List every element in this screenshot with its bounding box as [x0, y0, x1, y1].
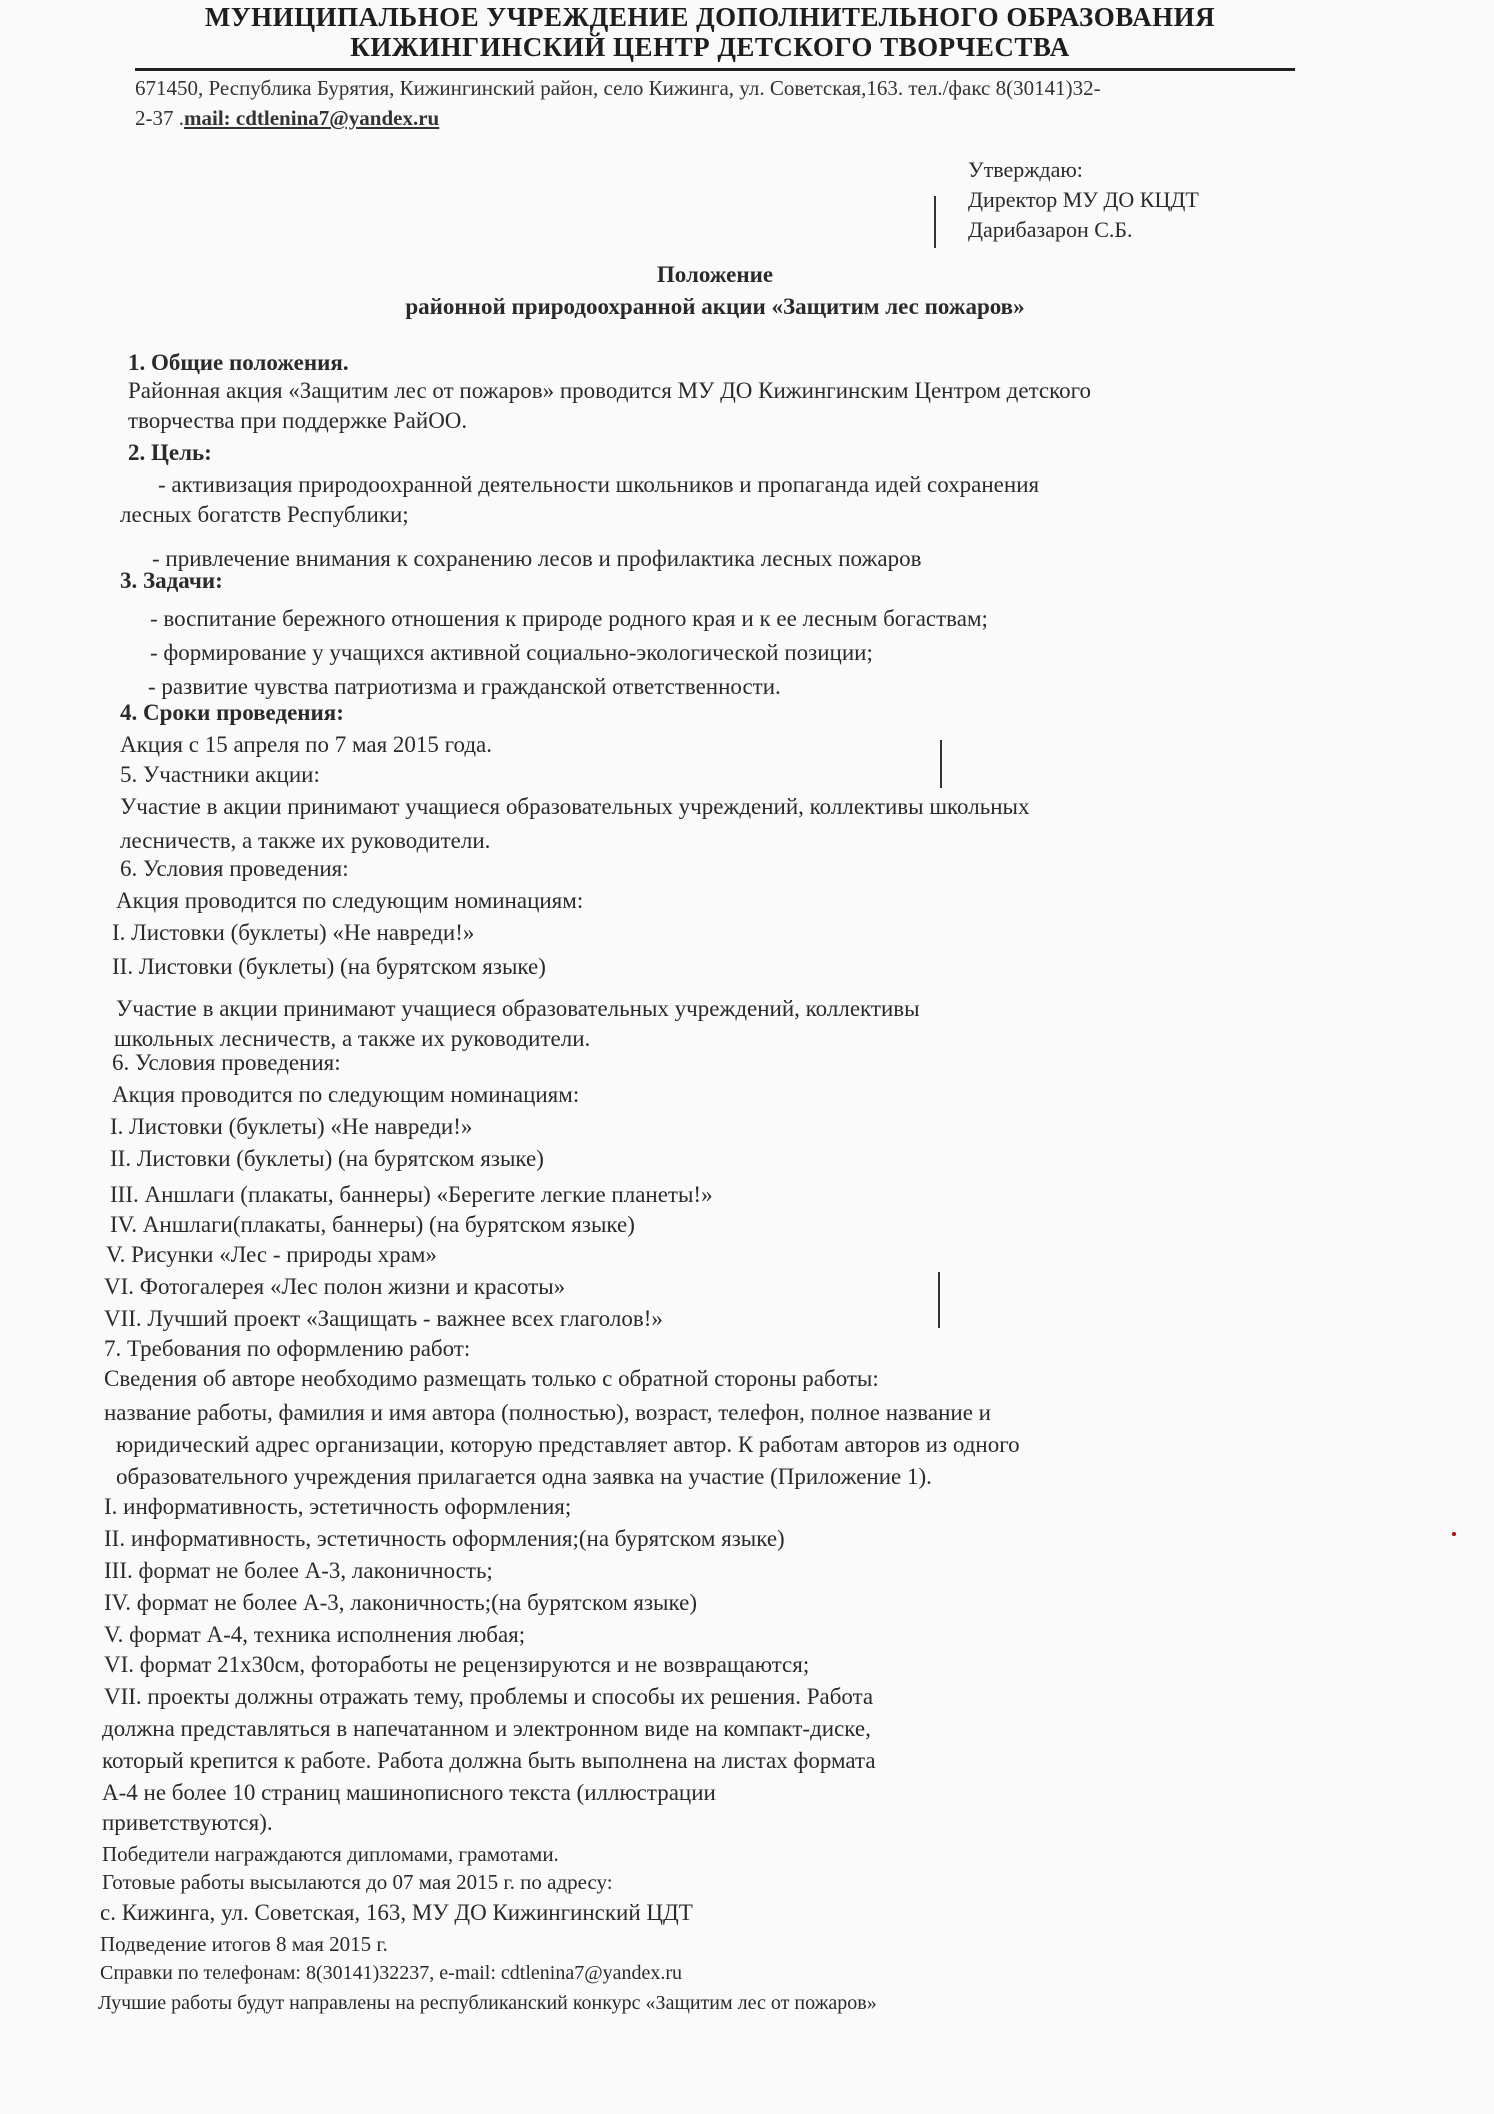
section-heading: 4. Сроки проведения:: [120, 700, 344, 725]
section-heading: 2. Цель:: [128, 440, 212, 465]
body-line: название работы, фамилия и имя автора (полностью), возраст, телефон, полное название и: [104, 1400, 991, 1425]
scan-artifact: [940, 740, 942, 788]
body-line: Победители награждаются дипломами, грамотами.: [102, 1842, 559, 1866]
body-line: Участие в акции принимают учащиеся образовательных учреждений, коллективы школьных: [120, 794, 1030, 819]
institution-name-line1: МУНИЦИПАЛЬНОЕ УЧРЕЖДЕНИЕ ДОПОЛНИТЕЛЬНОГО ОБРАЗОВАНИЯ: [204, 2, 1216, 32]
institution-name-line2: КИЖИНГИНСКИЙ ЦЕНТР ДЕТСКОГО ТВОРЧЕСТВА: [350, 32, 1070, 62]
body-line: должна представляться в напечатанном и электронном виде на компакт-диске,: [102, 1716, 871, 1741]
address-phone-suffix: 2-37 .: [135, 106, 184, 130]
body-line: который крепится к работе. Работа должна быть выполнена на листах формата: [102, 1748, 876, 1773]
body-line: I. Листовки (буклеты) «Не навреди!»: [110, 1114, 473, 1139]
body-line: II. информативность, эстетичность оформления;(на бурятском языке): [104, 1526, 785, 1551]
body-line: школьных лесничеств, а также их руководители.: [114, 1026, 591, 1051]
approval-label: Утверждаю:: [968, 157, 1083, 182]
body-line: III. Аншлаги (плакаты, баннеры) «Берегите легкие планеты!»: [110, 1182, 713, 1207]
scan-artifact: [1452, 1532, 1456, 1536]
body-line: VII. проекты должны отражать тему, проблемы и способы их решения. Работа: [104, 1684, 874, 1709]
scan-artifact: [938, 1272, 940, 1328]
body-line: юридический адрес организации, которую представляет автор. К работам авторов из одного: [116, 1432, 1020, 1457]
body-line: II. Листовки (буклеты) (на бурятском языке): [110, 1146, 544, 1171]
body-line: III. формат не более А-3, лаконичность;: [104, 1558, 493, 1583]
body-line: IV. Аншлаги(плакаты, баннеры) (на бурятском языке): [110, 1212, 635, 1237]
body-line: II. Листовки (буклеты) (на бурятском языке): [112, 954, 546, 979]
body-line: I. Листовки (буклеты) «Не навреди!»: [112, 920, 475, 945]
section-heading: 6. Условия проведения:: [120, 856, 349, 881]
body-line: I. информативность, эстетичность оформления;: [104, 1494, 572, 1519]
address-line1: 671450, Республика Бурятия, Кижингинский район, село Кижинга, ул. Советская,163. тел./факс 8(30141)32-: [135, 76, 1101, 100]
email-link[interactable]: mail: cdtlenina7@yandex.ru: [184, 106, 440, 130]
body-line: - формирование у учащихся активной социально-экологической позиции;: [150, 640, 873, 665]
body-line: Сведения об авторе необходимо размещать только с обратной стороны работы:: [104, 1366, 879, 1391]
body-line: творчества при поддержке РайОО.: [128, 408, 468, 433]
body-line: Готовые работы высылаются до 07 мая 2015 г. по адресу:: [102, 1870, 613, 1894]
body-line: IV. формат не более А-3, лаконичность;(на бурятском языке): [104, 1590, 697, 1615]
body-line: - развитие чувства патриотизма и гражданской ответственности.: [148, 674, 781, 699]
body-line: Районная акция «Защитим лес от пожаров» проводится МУ ДО Кижингинским Центром детского: [128, 378, 1091, 403]
body-line: - привлечение внимания к сохранению лесов и профилактика лесных пожаров: [152, 546, 922, 571]
body-line: Акция проводится по следующим номинациям:: [116, 888, 584, 913]
body-line: - активизация природоохранной деятельности школьников и пропаганда идей сохранения: [158, 472, 1040, 497]
body-line: V. формат А-4, техника исполнения любая;: [104, 1622, 526, 1647]
document-title: Положение: [656, 262, 774, 287]
section-heading: 3. Задачи:: [120, 568, 223, 593]
body-line: VII. Лучший проект «Защищать - важнее всех глаголов!»: [104, 1306, 663, 1331]
address-line2: [135, 106, 439, 131]
body-line: Лучшие работы будут направлены на республиканский конкурс «Защитим лес от пожаров»: [98, 1992, 877, 2014]
body-line: Акция проводится по следующим номинациям:: [112, 1082, 580, 1107]
body-line: с. Кижинга, ул. Советская, 163, МУ ДО Кижингинский ЦДТ: [100, 1900, 693, 1925]
header-divider: [135, 68, 1295, 71]
body-line: VI. Фотогалерея «Лес полон жизни и красоты»: [104, 1274, 566, 1299]
body-line: лесничеств, а также их руководители.: [120, 828, 491, 853]
document-subtitle: районной природоохранной акции «Защитим лес пожаров»: [405, 294, 1025, 319]
body-line: Подведение итогов 8 мая 2015 г.: [100, 1932, 388, 1956]
body-line: лесных богатств Республики;: [120, 502, 409, 527]
body-line: Акция с 15 апреля по 7 мая 2015 года.: [120, 732, 493, 757]
body-line: - воспитание бережного отношения к природе родного края и к ее лесным богаствам;: [150, 606, 988, 631]
approval-position: Директор МУ ДО КЦДТ: [968, 187, 1199, 212]
section-heading: 1. Общие положения.: [128, 350, 349, 375]
section-heading: 7. Требования по оформлению работ:: [104, 1336, 471, 1361]
body-line: А-4 не более 10 страниц машинописного текста (иллюстрации: [102, 1780, 716, 1805]
body-line: образовательного учреждения прилагается одна заявка на участие (Приложение 1).: [116, 1464, 932, 1489]
body-line: Справки по телефонам: 8(30141)32237, e-mail: cdtlenina7@yandex.ru: [100, 1962, 683, 1984]
section-heading: 5. Участники акции:: [120, 762, 320, 787]
scan-artifact: [934, 196, 936, 248]
body-line: V. Рисунки «Лес - природы храм»: [106, 1242, 437, 1267]
section-heading: 6. Условия проведения:: [112, 1050, 341, 1075]
body-line: Участие в акции принимают учащиеся образовательных учреждений, коллективы: [116, 996, 920, 1021]
body-line: приветствуются).: [102, 1810, 273, 1835]
approval-signatory: Дарибазарон С.Б.: [968, 217, 1133, 242]
body-line: VI. формат 21х30см, фоторaботы не рецензируются и не возвращаются;: [104, 1652, 810, 1677]
